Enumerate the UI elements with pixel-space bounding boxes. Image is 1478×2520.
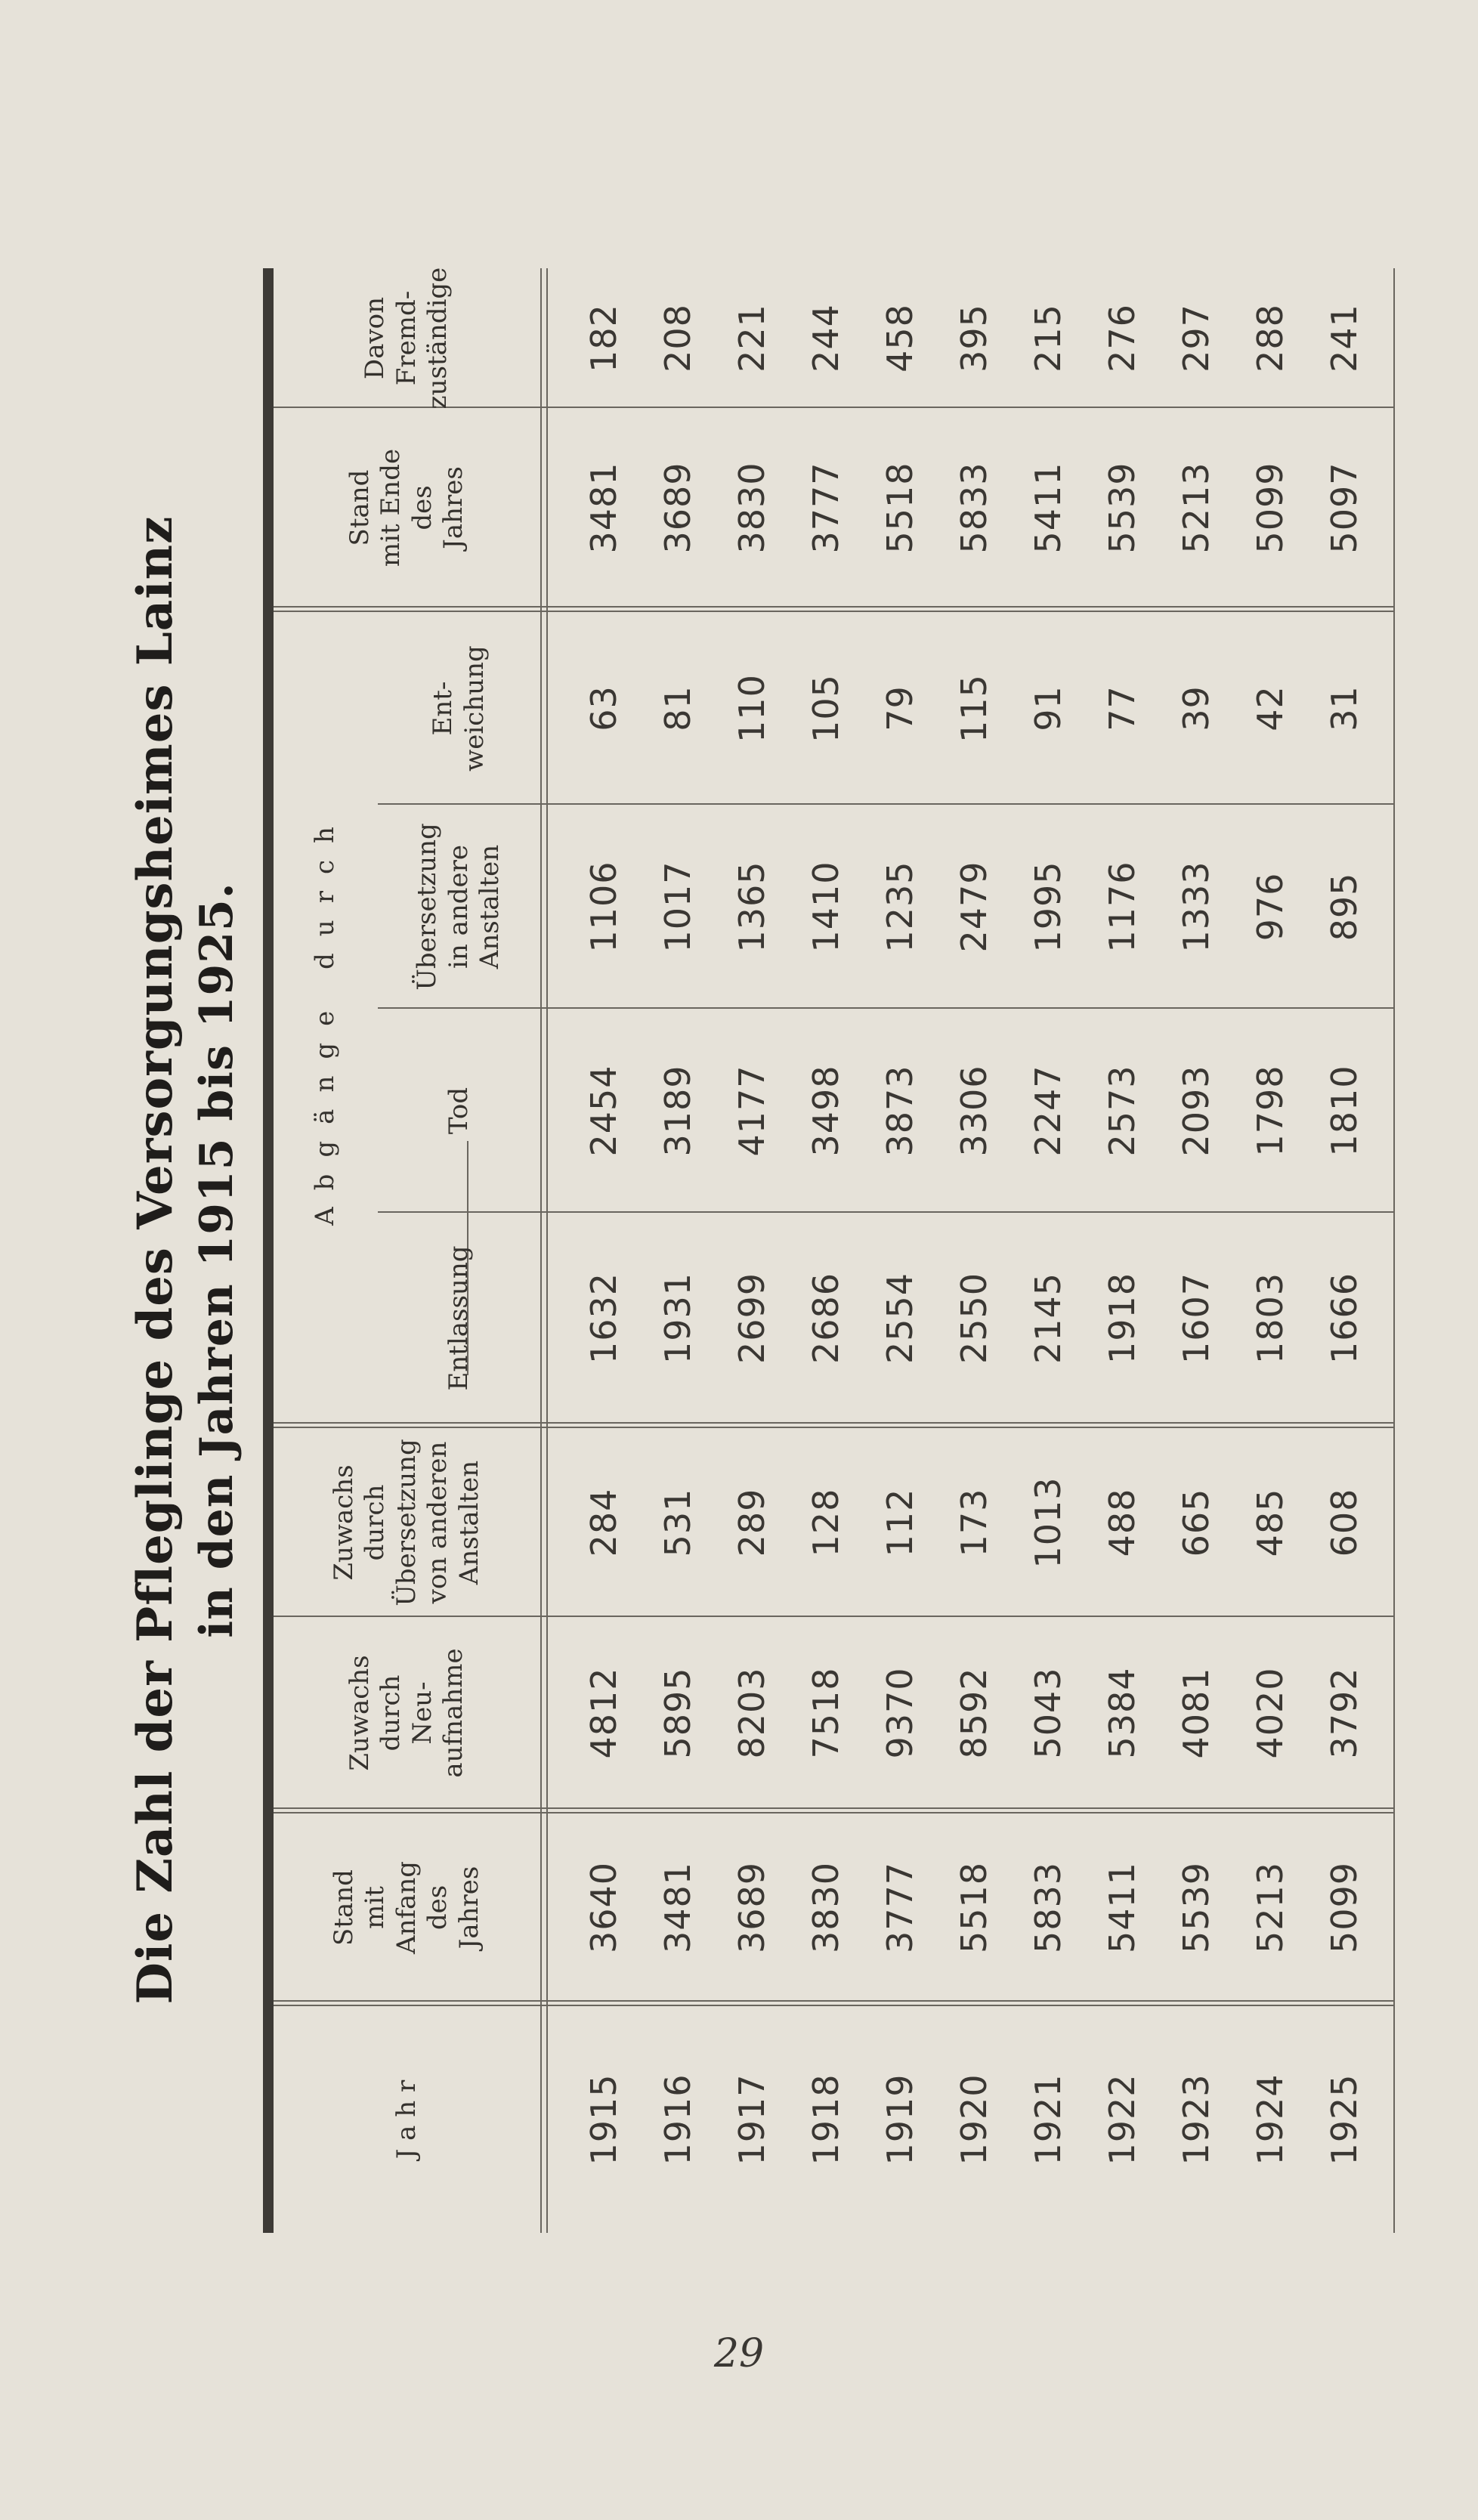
table-cell: 241 [1324,304,1365,373]
table-cell: 77 [1102,685,1143,731]
table-cell: 289 [731,1488,772,1557]
table-cell: 110 [731,674,772,743]
table-cell: 1924 [1250,2073,1291,2166]
table-cell: 3481 [583,462,624,554]
table-cell: 115 [954,674,994,743]
table-cell: 5411 [1028,462,1068,554]
table-cell: 1931 [657,1272,698,1365]
table-cell: 297 [1176,304,1217,373]
table-cell: 1607 [1176,1272,1217,1365]
table-cell: 63 [583,685,624,731]
table-cell: 5539 [1102,462,1143,554]
header-tod: Tod [443,1087,474,1135]
table-cell: 5213 [1176,462,1217,554]
table-cell: 976 [1250,872,1291,942]
table-cell: 112 [880,1488,920,1557]
header-jahr: J a h r [391,2079,422,2160]
table-cell: 9370 [880,1667,920,1759]
statistics-table [263,268,1404,2233]
table-cell: 1995 [1028,861,1068,953]
header-fremdzustaendige: Davon Fremd- zuständige [360,267,453,410]
table-cell: 105 [805,674,846,743]
table-cell: 5833 [954,462,994,554]
table-cell: 1923 [1176,2073,1217,2166]
table-cell: 1916 [657,2073,698,2166]
table-cell: 42 [1250,685,1291,731]
table-cell: 5518 [880,462,920,554]
table-cell: 5099 [1250,462,1291,554]
table-cell: 608 [1324,1488,1365,1557]
table-cell: 81 [657,685,698,731]
table-cell: 2554 [880,1272,920,1365]
table-cell: 5384 [1102,1667,1143,1759]
table-cell: 1632 [583,1272,624,1365]
table-cell: 5518 [954,1861,994,1954]
table-cell: 1922 [1102,2073,1143,2166]
table-cell: 2550 [954,1272,994,1365]
table-cell: 1013 [1028,1476,1068,1569]
table-cell: 531 [657,1488,698,1557]
table-cell: 7518 [805,1667,846,1759]
header-stand-ende: Stand mit Ende des Jahres [344,448,468,567]
table-cell: 182 [583,304,624,373]
table-cell: 173 [954,1488,994,1557]
header-bottom-rule [540,268,542,2233]
header-bottom-rule-2 [546,268,548,2233]
table-cell: 1917 [731,2073,772,2166]
table-cell: 3306 [954,1065,994,1157]
table-cell: 4020 [1250,1667,1291,1759]
table-cell: 3830 [805,1861,846,1954]
column-fremdzustaendige [567,268,1381,408]
table-cell: 3689 [731,1861,772,1954]
table-cell: 2093 [1176,1065,1217,1157]
table-cell: 276 [1102,304,1143,373]
table-cell: 1925 [1324,2073,1365,2166]
table-cell: 91 [1028,685,1068,731]
table-cell: 5213 [1250,1861,1291,1954]
column-zuwachs-neuaufnahme [567,1617,1381,1809]
table-cell: 5895 [657,1667,698,1759]
table-cell: 2454 [583,1065,624,1157]
table-cell: 1921 [1028,2073,1068,2166]
page-title: Die Zahl der Pfleglinge des Versorgungsheimes Lainz [127,515,184,2005]
table-cell: 2699 [731,1272,772,1365]
table-cell: 1798 [1250,1065,1291,1157]
table-cell: 4812 [583,1667,624,1759]
table-cell: 458 [880,304,920,373]
header-zuwachs-neuaufnahme: Zuwachs durch Neu- aufnahme [344,1648,468,1778]
table-cell: 3189 [657,1065,698,1157]
page-number: 29 [713,2331,765,2376]
column-stand-anfang [567,1813,1381,2002]
table-cell: 2479 [954,861,994,953]
table-cell: 8203 [731,1667,772,1759]
table-cell: 1920 [954,2073,994,2166]
table-cell: 1410 [805,861,846,953]
table-cell: 5097 [1324,462,1365,554]
column-uebersetzung [567,805,1381,1009]
table-cell: 488 [1102,1488,1143,1557]
table-cell: 1918 [1102,1272,1143,1365]
table-cell: 1106 [583,861,624,953]
table-cell: 3830 [731,462,772,554]
column-entlassung [567,1213,1381,1424]
table-cell: 1333 [1176,861,1217,953]
table-cell: 208 [657,304,698,373]
table-cell: 4081 [1176,1667,1217,1759]
table-cell: 1017 [657,861,698,953]
table-cell: 4177 [731,1065,772,1157]
table-cell: 8592 [954,1667,994,1759]
table-cell: 39 [1176,685,1217,731]
column-jahr [567,2006,1381,2233]
table-cell: 895 [1324,872,1365,942]
table-cell: 3640 [583,1861,624,1954]
table-cell: 485 [1250,1488,1291,1557]
table-cell: 3498 [805,1065,846,1157]
table-cell: 1803 [1250,1272,1291,1365]
table-cell: 221 [731,304,772,373]
table-cell: 2145 [1028,1272,1068,1365]
header-abgaenge-durch: Abgänge durch [310,810,341,1226]
table-cell: 2686 [805,1272,846,1365]
table-cell: 3792 [1324,1667,1365,1759]
table-cell: 5539 [1176,1861,1217,1954]
table-cell: 1235 [880,861,920,953]
header-zuwachs-uebersetzung: Zuwachs durch Übersetzung von anderen Anstalten [328,1439,484,1606]
table-cell: 5833 [1028,1861,1068,1954]
table-cell: 31 [1324,685,1365,731]
table-cell: 2573 [1102,1065,1143,1157]
table-bottom-rule [1393,268,1395,2233]
column-entweichung [567,612,1381,805]
table-cell: 128 [805,1488,846,1557]
table-cell: 5099 [1324,1861,1365,1954]
table-cell: 3689 [657,462,698,554]
table-cell: 1666 [1324,1272,1365,1365]
table-cell: 79 [880,685,920,731]
table-cell: 5043 [1028,1667,1068,1759]
table-cell: 1918 [805,2073,846,2166]
column-stand-ende [567,408,1381,608]
table-top-thick-rule [263,268,274,2233]
table-cell: 284 [583,1488,624,1557]
table-cell: 395 [954,304,994,373]
table-cell: 2247 [1028,1065,1068,1157]
header-entweichung: Ent- weichung [428,645,490,771]
header-uebersetzung: Übersetzung in andere Anstalten [412,823,506,991]
table-cell: 1919 [880,2073,920,2166]
table-cell: 3777 [805,462,846,554]
column-zuwachs-uebersetzung [567,1428,1381,1617]
table-cell: 215 [1028,304,1068,373]
table-cell: 3481 [657,1861,698,1954]
table-cell: 1176 [1102,861,1143,953]
column-tod [567,1009,1381,1213]
header-stand-anfang: Stand mit Anfang des Jahres [328,1861,484,1954]
page-subtitle: in den Jahren 1915 bis 1925. [190,882,243,1638]
table-cell: 244 [805,304,846,373]
table-cell: 1915 [583,2073,624,2166]
table-cell: 288 [1250,304,1291,373]
header-entlassung: Entlassung [443,1245,474,1391]
table-cell: 5411 [1102,1861,1143,1954]
table-cell: 3777 [880,1861,920,1954]
table-cell: 3873 [880,1065,920,1157]
table-cell: 1810 [1324,1065,1365,1157]
table-cell: 1365 [731,861,772,953]
table-cell: 665 [1176,1488,1217,1557]
